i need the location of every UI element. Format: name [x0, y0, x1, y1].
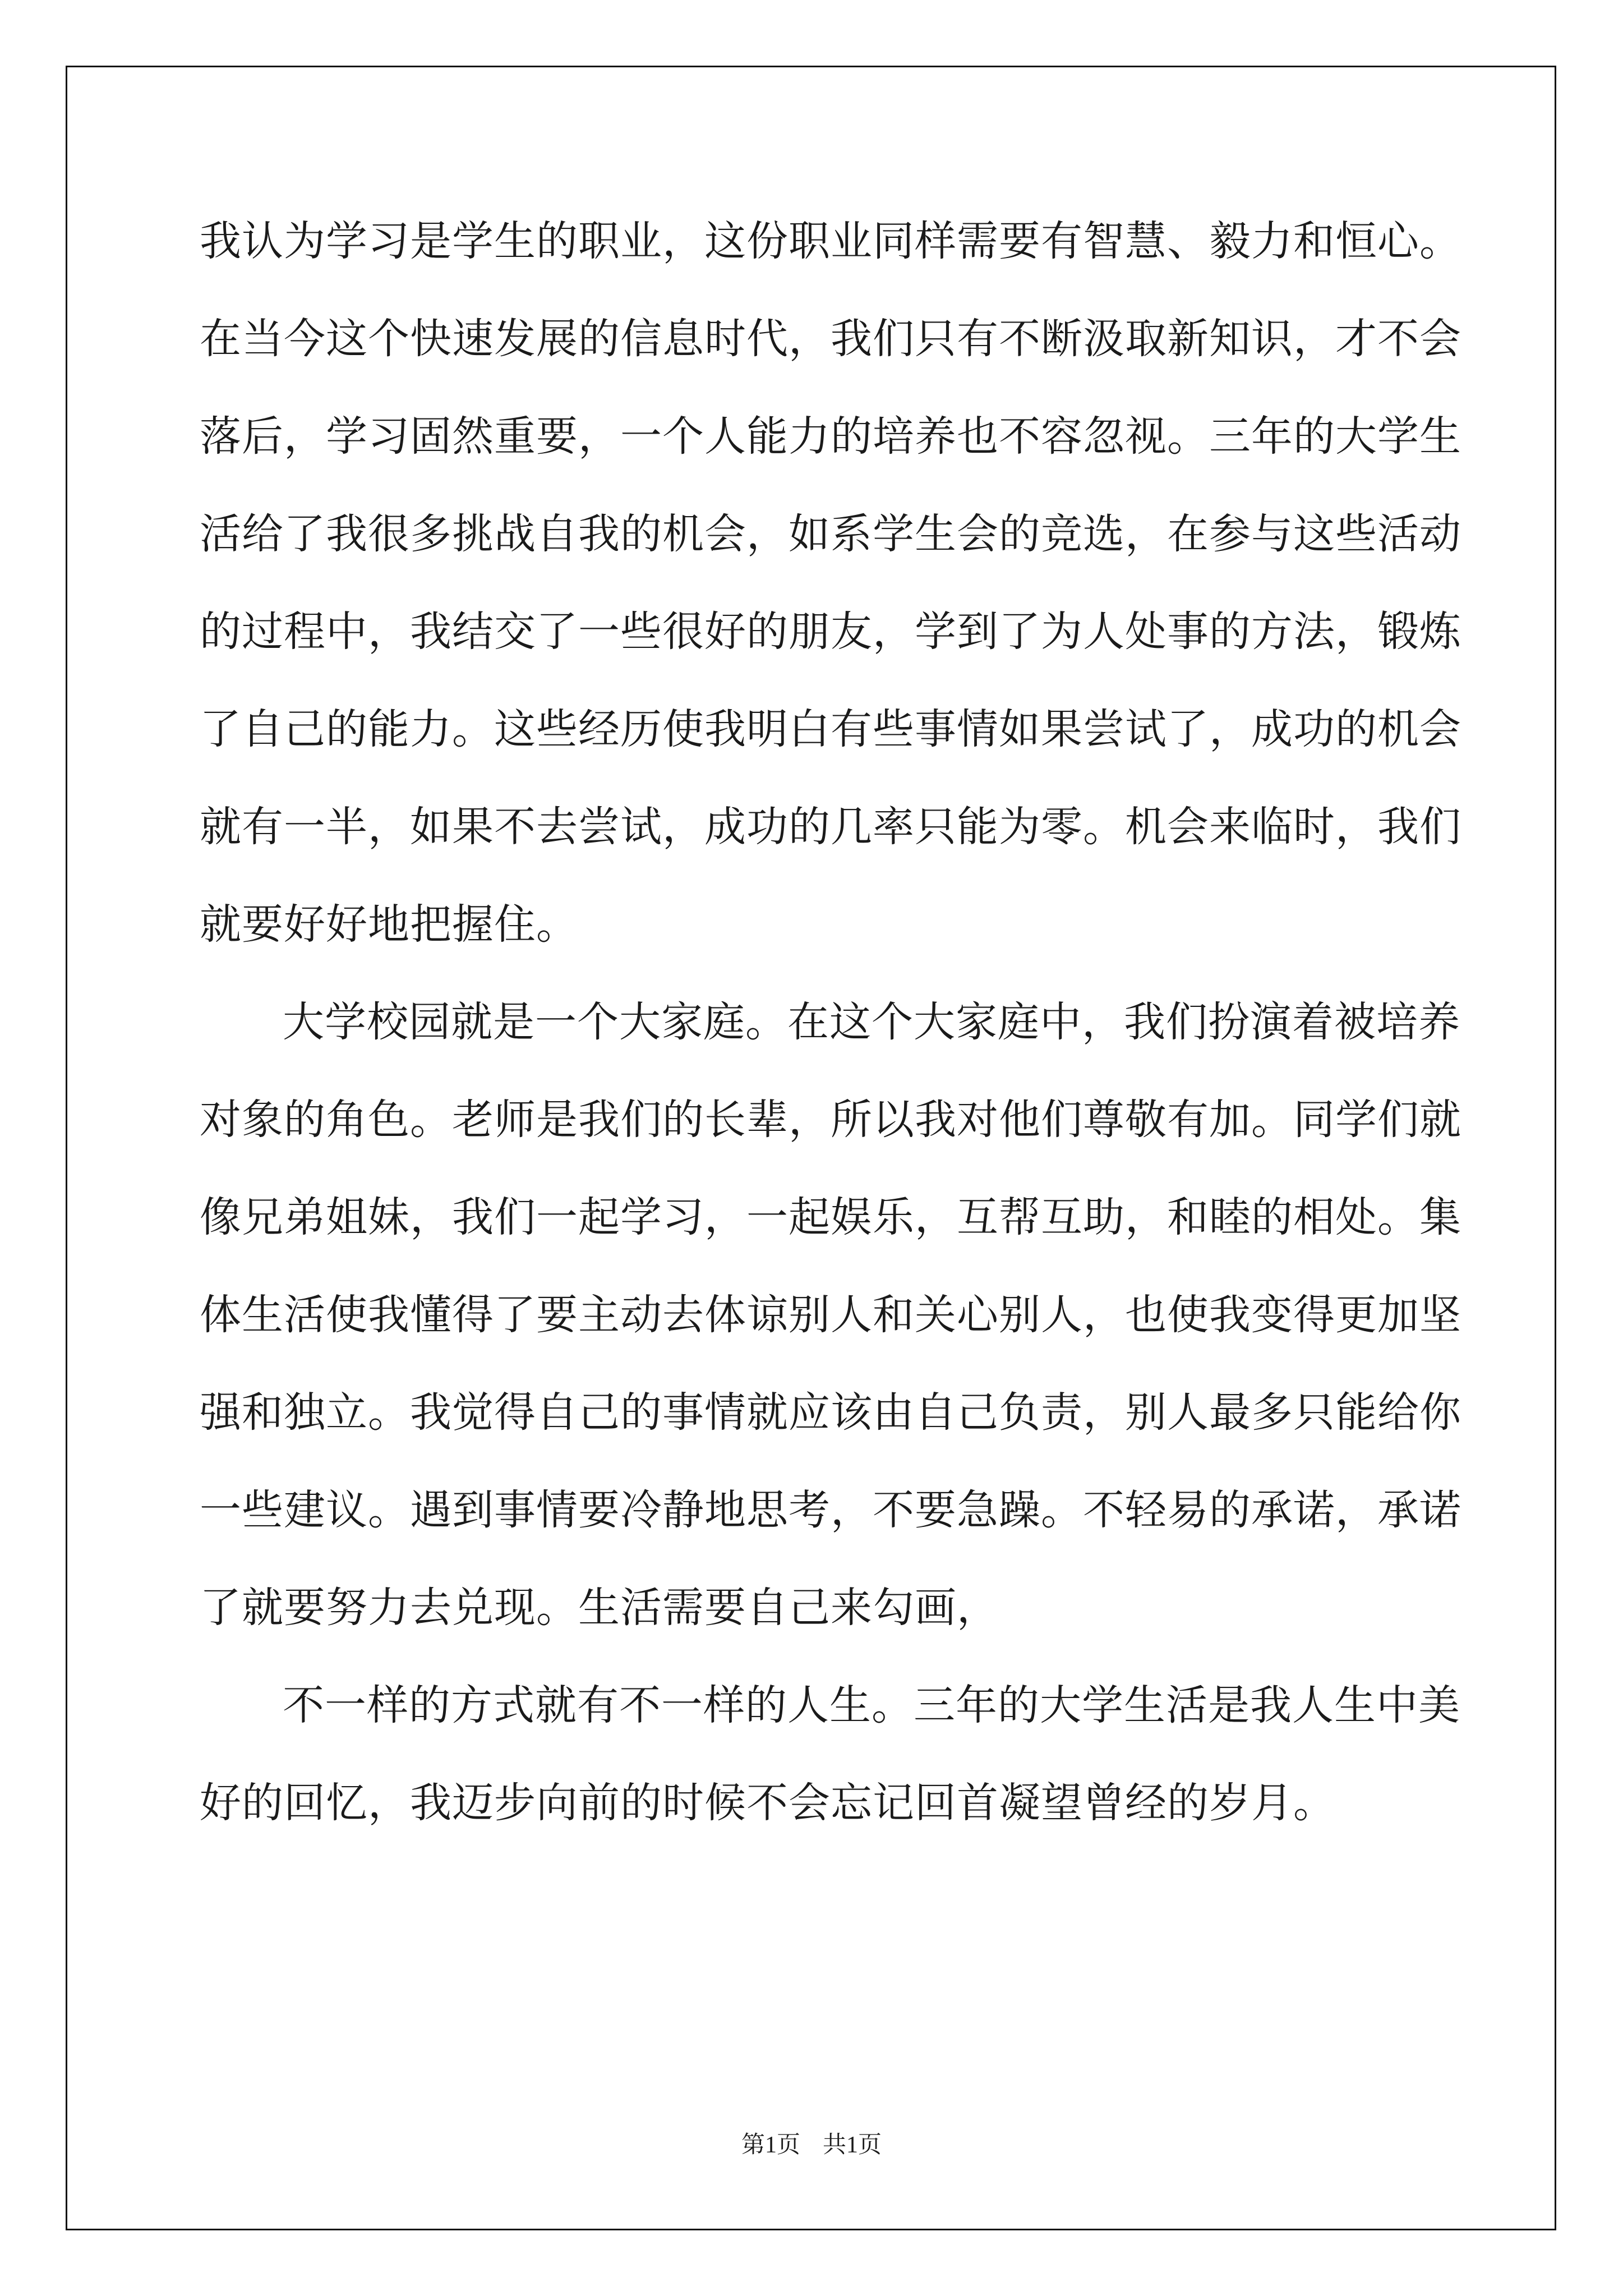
- text-line: 大学校园就是一个大家庭。在这个大家庭中，我们扮演着被培养: [283, 998, 1460, 1046]
- paragraph-3: [200, 1678, 1460, 1874]
- text-line: 我认为学习是学生的职业，这份职业同样需要有智慧、毅力和恒心。: [200, 217, 1461, 265]
- page-number-current: 第1页: [741, 2132, 800, 2158]
- text-line: 体生活使我懂得了要主动去体谅别人和关心别人，也使我变得更加坚: [200, 1291, 1461, 1339]
- text-line: 在当今这个快速发展的信息时代，我们只有不断汲取新知识，才不会: [200, 315, 1461, 363]
- text-line: 不一样的方式就有不一样的人生。三年的大学生活是我人生中美: [283, 1681, 1460, 1729]
- text-line: 对象的角色。老师是我们的长辈，所以我对他们尊敬有加。同学们就: [200, 1096, 1461, 1144]
- text-line: 好的回忆，我迈步向前的时候不会忘记回首凝望曾经的岁月。: [200, 1779, 1335, 1827]
- document-body: [200, 214, 1461, 1874]
- text-line: 的过程中，我结交了一些很好的朋友，学到了为人处事的方法，锻炼: [200, 608, 1461, 656]
- text-line: 了自己的能力。这些经历使我明白有些事情如果尝试了，成功的机会: [200, 705, 1461, 753]
- text-line: 了就要努力去兑现。生活需要自己来勾画，: [200, 1584, 999, 1632]
- page-number-total: 共1页: [823, 2132, 882, 2158]
- text-line: 就要好好地把握住。: [200, 900, 578, 949]
- text-line: 落后，学习固然重要，一个人能力的培养也不容忽视。三年的大学生: [200, 412, 1461, 461]
- text-line: 一些建议。遇到事情要冷静地思考，不要急躁。不轻易的承诺，承诺: [200, 1486, 1461, 1534]
- page-footer: [0, 2126, 1623, 2160]
- text-line: 活给了我很多挑战自我的机会，如系学生会的竞选，在参与这些活动: [200, 510, 1461, 558]
- paragraph-1: [200, 214, 1461, 995]
- text-line: 像兄弟姐妹，我们一起学习，一起娱乐，互帮互助，和睦的相处。集: [200, 1193, 1461, 1241]
- text-line: 就有一半，如果不去尝试，成功的几率只能为零。机会来临时，我们: [200, 803, 1461, 851]
- paragraph-2: [200, 995, 1461, 1678]
- text-line: 强和独立。我觉得自己的事情就应该由自己负责，别人最多只能给你: [200, 1388, 1461, 1437]
